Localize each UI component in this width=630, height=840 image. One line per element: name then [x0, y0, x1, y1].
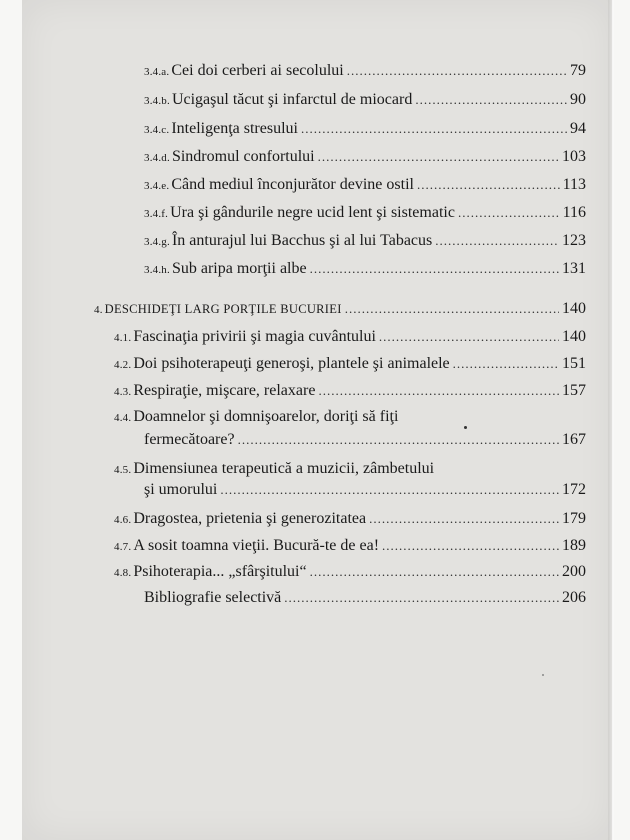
entry-page: 94 — [570, 120, 586, 137]
entry-title: În anturajul lui Bacchus şi al lui Tabacus — [171, 232, 433, 249]
toc-entry-4-3 — [114, 382, 586, 400]
toc-entry-3-4-d — [144, 148, 586, 166]
entry-title: Fascinaţia privirii şi magia cuvântului — [133, 328, 376, 345]
book-page — [22, 0, 612, 840]
chapter-number: 4. — [94, 304, 103, 316]
dot-leader — [238, 432, 559, 448]
entry-title: Inteligenţa stresului — [171, 120, 298, 137]
toc-bibliography — [144, 589, 586, 607]
toc-entry-4-7 — [114, 537, 586, 555]
entry-page: 103 — [562, 148, 586, 165]
chapter-page: 140 — [562, 300, 586, 317]
entry-title: Respiraţie, mişcare, relaxare — [133, 382, 316, 399]
entry-page: 116 — [562, 204, 586, 221]
entry-title: Doi psihoterapeuţi generoşi, plantele şi animalele — [133, 355, 450, 372]
toc-entry-4-1 — [114, 328, 586, 346]
entry-number: 4.6. — [114, 514, 132, 526]
dot-leader — [301, 121, 567, 137]
entry-number: 3.4.a. — [144, 66, 170, 78]
toc-entry-3-4-c — [144, 120, 586, 138]
dot-leader — [417, 177, 560, 193]
toc-entry-3-4-f — [144, 204, 586, 222]
entry-title-continued: fermecătoare? — [144, 431, 235, 448]
entry-page: 140 — [562, 328, 586, 345]
entry-page: 90 — [570, 91, 586, 108]
entry-title: Sub aripa morţii albe — [171, 260, 307, 277]
entry-number: 4.2. — [114, 359, 132, 371]
toc-entry-3-4-h — [144, 260, 586, 278]
entry-number: 3.4.d. — [144, 152, 170, 164]
entry-number: 4.1. — [114, 332, 132, 344]
toc-entry-4-6 — [114, 510, 586, 528]
entry-title-continued: şi umorului — [144, 481, 218, 498]
dot-leader — [310, 564, 559, 580]
entry-number: 3.4.h. — [144, 264, 170, 276]
dot-leader — [347, 63, 567, 79]
toc-entry-4-2 — [114, 355, 586, 373]
entry-title: Ura şi gândurile negre ucid lent şi sistematic — [170, 204, 455, 221]
entry-page: 167 — [562, 431, 586, 448]
entry-number: 3.4.b. — [144, 95, 170, 107]
entry-number: 4.5. — [114, 464, 132, 476]
entry-page: 79 — [570, 62, 586, 79]
entry-number: 3.4.f. — [144, 208, 169, 220]
dot-leader — [220, 482, 559, 498]
entry-title: Cei doi cerberi ai secolului — [171, 62, 344, 79]
entry-title: Sindromul confortului — [171, 148, 315, 165]
entry-first-line — [114, 408, 398, 426]
dot-leader — [435, 233, 559, 249]
entry-title: Ucigaşul tăcut şi infarctul de miocard — [171, 91, 413, 108]
toc-entry-4-8 — [114, 563, 586, 581]
entry-number: 4.4. — [114, 412, 132, 424]
dot-leader — [318, 149, 559, 165]
chapter-title: DESCHIDEŢI LARG PORŢILE BUCURIEI — [104, 302, 342, 316]
entry-page: 200 — [562, 563, 586, 580]
entry-title: Dimensiunea terapeutică a muzicii, zâmbetului — [133, 460, 435, 477]
toc-entry-3-4-g — [144, 232, 586, 250]
toc-entry-3-4-a — [144, 62, 586, 80]
dot-leader — [310, 261, 559, 277]
entry-page: 179 — [562, 510, 586, 527]
entry-number: 4.7. — [114, 541, 132, 553]
entry-number: 3.4.e. — [144, 180, 170, 192]
entry-number: 3.4.g. — [144, 236, 170, 248]
entry-title: Dragostea, prietenia şi generozitatea — [133, 510, 367, 527]
entry-page: 206 — [562, 589, 586, 606]
dot-leader — [345, 301, 559, 317]
ink-speck — [464, 426, 467, 429]
entry-second-line — [144, 481, 586, 499]
entry-second-line — [144, 431, 586, 449]
entry-page: 113 — [562, 176, 586, 193]
entry-first-line — [114, 460, 434, 478]
toc-entry-3-4-e — [144, 176, 586, 194]
entry-title: Când mediul înconjurător devine ostil — [171, 176, 414, 193]
entry-title: Psihoterapia... „sfârşitului“ — [133, 563, 307, 580]
entry-title: A sosit toamna vieţii. Bucură-te de ea! — [133, 537, 380, 554]
dot-leader — [453, 356, 559, 372]
dot-leader — [284, 590, 559, 606]
entry-number: 4.3. — [114, 386, 132, 398]
entry-page: 157 — [562, 382, 586, 399]
dot-leader — [458, 205, 560, 221]
entry-page: 123 — [562, 232, 586, 249]
toc-chapter-4 — [94, 300, 586, 318]
dot-leader — [379, 329, 559, 345]
entry-title: Doamnelor şi domnişoarelor, doriţi să fiţi — [133, 408, 399, 425]
toc-entry-3-4-b — [144, 91, 586, 109]
entry-title: Bibliografie selectivă — [144, 589, 282, 606]
entry-page: 131 — [562, 260, 586, 277]
dot-leader — [318, 383, 559, 399]
entry-number: 3.4.c. — [144, 124, 170, 136]
dot-leader — [415, 92, 567, 108]
entry-page: 172 — [562, 481, 586, 498]
entry-page: 151 — [562, 355, 586, 372]
entry-number: 4.8. — [114, 567, 132, 579]
ink-speck — [542, 674, 544, 676]
dot-leader — [382, 538, 559, 554]
dot-leader — [369, 511, 559, 527]
entry-page: 189 — [562, 537, 586, 554]
